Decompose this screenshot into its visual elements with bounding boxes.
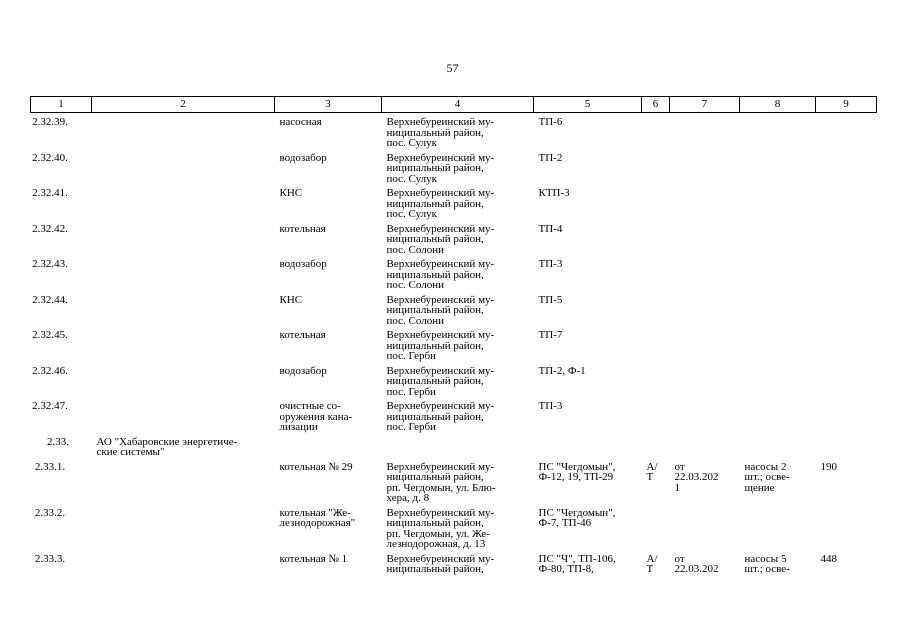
cell-consumers [740,188,816,220]
cell-object [275,508,382,550]
table-row [31,401,877,433]
cell-object [275,188,382,220]
cell-value [816,117,877,149]
cell-date [670,224,740,256]
cell-num-text: 2.33.1. [34,460,66,473]
cell-object [275,366,382,398]
cell-num [31,117,92,149]
cell-consumers [740,508,816,550]
data-table [30,96,877,575]
cell-consumers [740,295,816,327]
cell-org [92,366,275,398]
cell-type [642,117,670,149]
cell-source [534,437,642,458]
table-row [31,259,877,291]
cell-source [534,554,642,575]
cell-value [816,295,877,327]
cell-value [816,224,877,256]
cell-consumers [740,366,816,398]
cell-value-text: 448 [820,552,837,565]
cell-value [816,508,877,550]
cell-location-text: Верхнебуреинский му- ниципальный район, пос. Солони [386,222,495,256]
cell-object-text: очистные со- оружения кана- лизации [279,400,353,433]
cell-value [816,330,877,362]
cell-num [31,366,92,398]
cell-type-text: А/ Т [646,552,658,575]
cell-consumers [740,224,816,256]
cell-location-text: Верхнебуреинский му- ниципальный район, пос. Герби [386,329,495,362]
header-row [31,97,877,113]
cell-date-text: от 22.03.202 1 [674,460,719,494]
cell-num [31,153,92,185]
cell-org [92,508,275,550]
cell-value [816,554,877,575]
cell-type [642,508,670,550]
cell-object-text: насосная [279,116,322,128]
cell-date [670,554,740,575]
table-row [31,366,877,398]
cell-org [92,295,275,327]
cell-location-text: Верхнебуреинский му- ниципальный район, пос. Сулук [386,116,495,149]
cell-value [816,259,877,291]
cell-num-text: 2.33.2. [34,506,66,519]
cell-source-text: ТП-3 [538,400,563,412]
cell-location-text: Верхнебуреинский му- ниципальный район, пос. Сулук [386,151,495,185]
cell-num-text: 2.32.45. [32,329,68,341]
cell-date [670,153,740,185]
cell-date [670,401,740,433]
cell-location [382,330,534,362]
table-row [31,462,877,504]
cell-org [92,153,275,185]
column-header: 9 [816,97,877,113]
table-row [31,330,877,362]
column-header: 5 [534,97,642,113]
cell-location-text: Верхнебуреинский му- ниципальный район, рп. Чегдомын, ул. Блю- хера, д. 8 [386,460,496,504]
cell-org [92,401,275,433]
cell-date [670,259,740,291]
cell-date-text: от 22.03.202 [674,552,719,575]
column-header: 7 [670,97,740,113]
cell-object-text: водозабор [279,258,327,270]
cell-object-text: водозабор [279,364,327,377]
cell-location-text: Верхнебуреинский му- ниципальный район, пос. Сулук [386,187,495,220]
cell-location [382,295,534,327]
cell-num-text: 2.32.39. [32,116,68,128]
cell-object-text: котельная № 1 [279,552,348,565]
cell-object [275,117,382,149]
cell-object [275,224,382,256]
cell-date [670,117,740,149]
cell-consumers [740,462,816,504]
cell-num-text: 2.32.47. [32,400,68,412]
cell-source-text: ТП-7 [538,329,563,341]
cell-type [642,401,670,433]
cell-object-text: котельная "Же- лезнодорожная" [279,506,356,529]
cell-date [670,437,740,458]
cell-org-text: АО "Хабаровские энергетиче- ские системы" [96,435,238,458]
cell-object-text: котельная № 29 [279,460,353,473]
cell-consumers [740,330,816,362]
cell-object [275,554,382,575]
cell-source [534,295,642,327]
cell-num [31,259,92,291]
cell-date [670,330,740,362]
cell-location-text: Верхнебуреинский му- ниципальный район, пос. Солони [386,293,495,327]
cell-org [92,437,275,458]
cell-source [534,224,642,256]
cell-date [670,188,740,220]
cell-value [816,401,877,433]
column-header: 6 [642,97,670,113]
cell-location [382,462,534,504]
cell-org [92,330,275,362]
cell-object [275,437,382,458]
cell-location [382,401,534,433]
cell-type [642,437,670,458]
cell-source [534,330,642,362]
cell-location [382,188,534,220]
cell-consumers-text: насосы 5 шт.; осве- [744,552,790,575]
cell-source [534,401,642,433]
column-header: 4 [382,97,534,113]
cell-num-text: 2.32.46. [32,364,68,377]
cell-consumers [740,153,816,185]
cell-num [31,188,92,220]
cell-object-text: водозабор [279,151,327,164]
group-row [31,437,877,458]
cell-location [382,508,534,550]
cell-num-text: 2.33.3. [34,552,66,565]
cell-source-text: ТП-4 [538,222,563,235]
cell-source [534,366,642,398]
cell-location-text: Верхнебуреинский му- ниципальный район, рп. Чегдомын, ул. Же- лезнодорожная, д. 13 [386,506,495,550]
table-row [31,295,877,327]
column-header: 3 [275,97,382,113]
cell-org [92,224,275,256]
cell-consumers [740,259,816,291]
cell-source [534,188,642,220]
cell-consumers-text: насосы 2 шт.; осве- щение [744,460,790,494]
table-body [31,113,877,575]
cell-num-text: 2.32.43. [32,258,68,270]
cell-date [670,295,740,327]
cell-object [275,401,382,433]
cell-source [534,508,642,550]
cell-location [382,366,534,398]
cell-value [816,437,877,458]
column-header: 8 [740,97,816,113]
cell-location-text: Верхнебуреинский му- ниципальный район, пос. Солони [386,258,495,291]
table-row [31,117,877,149]
table-row [31,508,877,550]
cell-location [382,437,534,458]
cell-num [31,401,92,433]
cell-location-text: Верхнебуреинский му- ниципальный район, пос. Герби [386,364,495,398]
cell-source-text: ПС "Ч", ТП-106, Ф-80, ТП-8, [538,552,616,575]
cell-num [31,224,92,256]
cell-location [382,153,534,185]
cell-location [382,224,534,256]
cell-object [275,153,382,185]
table-row [31,188,877,220]
table-row [31,153,877,185]
cell-type [642,259,670,291]
cell-num [31,437,92,458]
cell-num [31,295,92,327]
table-row [31,224,877,256]
cell-type [642,153,670,185]
cell-org [92,188,275,220]
cell-date [670,462,740,504]
cell-consumers [740,117,816,149]
cell-num-text: 2.32.44. [32,293,68,306]
cell-source-text: ТП-5 [538,293,563,306]
cell-object-text: КНС [279,187,303,199]
cell-org [92,462,275,504]
cell-type [642,330,670,362]
cell-consumers [740,437,816,458]
cell-num [31,554,92,575]
cell-type [642,295,670,327]
cell-value [816,462,877,504]
cell-num-text: 2.32.42. [32,222,68,235]
cell-source [534,259,642,291]
cell-num [31,330,92,362]
cell-object [275,330,382,362]
cell-object-text: котельная [279,222,326,235]
cell-location-text: Верхнебуреинский му- ниципальный район, [386,552,495,575]
page-number: 57 [446,61,459,75]
cell-consumers [740,554,816,575]
cell-source-text: ТП-6 [538,116,563,128]
cell-source-text: ПС "Чегдомын", Ф-12, 19, ТП-29 [538,460,616,483]
cell-source-text: КТП-3 [538,187,570,199]
cell-source [534,153,642,185]
cell-num-text: 2.32.40. [32,151,68,164]
cell-org [92,259,275,291]
cell-source-text: ТП-3 [538,258,563,270]
cell-source [534,462,642,504]
cell-org [92,117,275,149]
cell-date [670,508,740,550]
cell-type-text: А/ Т [646,460,658,483]
cell-num [31,462,92,504]
cell-source-text: ТП-2 [538,151,563,164]
cell-location [382,554,534,575]
cell-location-text: Верхнебуреинский му- ниципальный район, пос. Герби [386,400,495,433]
cell-source [534,117,642,149]
cell-num [31,508,92,550]
cell-object-text: КНС [279,293,303,306]
cell-date [670,366,740,398]
cell-type [642,462,670,504]
cell-value [816,153,877,185]
cell-object [275,259,382,291]
cell-type [642,224,670,256]
column-header: 1 [31,97,92,113]
table-row [31,554,877,575]
cell-type [642,366,670,398]
cell-consumers [740,401,816,433]
cell-location [382,117,534,149]
cell-type [642,554,670,575]
cell-location [382,259,534,291]
cell-org [92,554,275,575]
cell-source-text: ПС "Чегдомын", Ф-7, ТП-46 [538,506,616,529]
cell-num-text: 2.32.41. [32,187,68,199]
cell-value-text: 190 [820,460,837,473]
cell-num-text: 2.33. [47,435,69,448]
cell-object [275,295,382,327]
cell-source-text: ТП-2, Ф-1 [538,364,586,377]
cell-object [275,462,382,504]
cell-object-text: котельная [279,329,326,341]
cell-type [642,188,670,220]
cell-value [816,188,877,220]
column-header: 2 [92,97,275,113]
cell-value [816,366,877,398]
